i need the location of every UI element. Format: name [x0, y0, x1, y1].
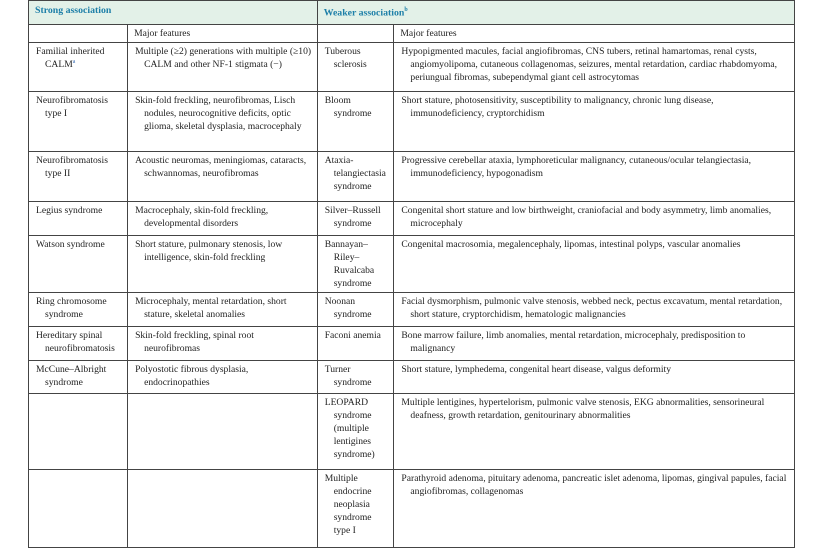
weak-syndrome-features	[394, 394, 795, 470]
strong-syndrome-features-text: Polyostotic fibrous dysplasia, endocrinopathies	[135, 364, 249, 388]
strong-syndrome-features-text: Microcephaly, mental retardation, short stature, skeletal anomalies	[135, 296, 287, 320]
table-row	[29, 394, 795, 470]
weak-syndrome-name	[317, 43, 394, 92]
weak-syndrome-name	[317, 327, 394, 361]
empty-header-cell	[29, 25, 128, 43]
strong-syndrome-name	[29, 43, 128, 92]
strong-syndrome-features	[128, 470, 318, 548]
strong-syndrome-name	[29, 293, 128, 327]
weak-syndrome-features	[394, 43, 795, 92]
strong-association-label: Strong association	[35, 5, 112, 16]
weak-syndrome-name-text: Bannayan–Riley–Ruvalcaba syndrome	[324, 239, 375, 289]
weak-syndrome-name-text: Silver–Russell syndrome	[324, 205, 381, 229]
weak-syndrome-features-text: Short stature, photosensitivity, susceptibility to malignancy, chronic lung disease, immunodeficiency, cryptorchidism	[401, 95, 714, 119]
weak-syndrome-features	[394, 152, 795, 202]
strong-syndrome-name	[29, 92, 128, 152]
footnote-marker: a	[72, 58, 76, 65]
strong-syndrome-name-text: Neurofibromatosis type I	[36, 95, 108, 119]
strong-syndrome-name	[29, 394, 128, 470]
association-table	[28, 0, 795, 548]
strong-syndrome-features-text: Skin-fold freckling, spinal root neurofibromas	[135, 330, 254, 354]
table-row	[29, 327, 795, 361]
strong-syndrome-features-text: Macrocephaly, skin-fold freckling, developmental disorders	[135, 205, 269, 229]
weak-syndrome-features	[394, 92, 795, 152]
group-header-row	[29, 1, 795, 25]
major-features-header-right: Major features	[394, 25, 795, 43]
footnote-marker: b	[404, 7, 408, 13]
weak-syndrome-features	[394, 202, 795, 236]
table-row	[29, 361, 795, 394]
strong-syndrome-features-text: Multiple (≥2) generations with multiple (≥10) CALM and other NF-1 stigmata (−)	[135, 46, 312, 70]
weak-syndrome-features-text: Parathyroid adenoma, pituitary adenoma, pancreatic islet adenoma, lipomas, gingival papules, facial angiofibromas, collagenomas	[401, 473, 787, 497]
weak-syndrome-features-text: Short stature, lymphedema, congenital heart disease, valgus deformity	[401, 364, 672, 375]
weak-syndrome-features	[394, 327, 795, 361]
strong-syndrome-features	[128, 92, 318, 152]
weak-syndrome-name	[317, 361, 394, 394]
strong-syndrome-features	[128, 202, 318, 236]
weak-syndrome-name-text: Faconi anemia	[324, 330, 381, 341]
weaker-association-header	[317, 1, 794, 25]
table-row	[29, 202, 795, 236]
weak-syndrome-name-text: Noonan syndrome	[324, 296, 372, 320]
table-row	[29, 293, 795, 327]
table-row	[29, 236, 795, 293]
weak-syndrome-name	[317, 394, 394, 470]
strong-syndrome-name	[29, 327, 128, 361]
strong-syndrome-name-text: Familial inherited CALM$^a$	[36, 46, 105, 70]
strong-syndrome-features	[128, 152, 318, 202]
weak-syndrome-features-text: Congenital short stature and low birthweight, craniofacial and body asymmetry, limb anomalies, microcephaly	[401, 205, 772, 229]
weak-syndrome-name-text: Tuberous sclerosis	[324, 46, 367, 70]
weak-syndrome-name-text: Multiple endocrine neoplasia syndrome type I	[324, 473, 372, 536]
weak-syndrome-features	[394, 470, 795, 548]
strong-association-header	[29, 1, 318, 25]
strong-syndrome-features	[128, 43, 318, 92]
weak-syndrome-name	[317, 92, 394, 152]
weak-syndrome-name	[317, 152, 394, 202]
weak-syndrome-name	[317, 470, 394, 548]
weak-syndrome-name-text: Bloom syndrome	[324, 95, 372, 119]
table-row	[29, 470, 795, 548]
major-features-header-left: Major features	[128, 25, 318, 43]
weak-syndrome-name-text: LEOPARD syndrome (multiple lentigines syndrome)	[324, 397, 375, 460]
weak-syndrome-features-text: Congenital macrosomia, megalencephaly, lipomas, intestinal polyps, vascular anomalies	[401, 239, 741, 250]
strong-syndrome-name	[29, 202, 128, 236]
strong-syndrome-features	[128, 394, 318, 470]
strong-syndrome-features-text: Skin-fold freckling, neurofibromas, Lisch nodules, neurocognitive deficits, optic glioma, skeletal dysplasia, macrocephaly	[135, 95, 302, 132]
weak-syndrome-name	[317, 236, 394, 293]
strong-syndrome-features	[128, 327, 318, 361]
strong-syndrome-features	[128, 293, 318, 327]
strong-syndrome-features	[128, 236, 318, 293]
table-row	[29, 92, 795, 152]
strong-syndrome-name-text: Neurofibromatosis type II	[36, 155, 108, 179]
strong-syndrome-features	[128, 361, 318, 394]
sub-header-row	[29, 25, 795, 43]
weak-syndrome-name	[317, 293, 394, 327]
weak-syndrome-features-text: Hypopigmented macules, facial angiofibromas, CNS tubers, retinal hamartomas, renal cysts, angiomyolipoma, cutaneous collagenomas, seizures, mental retardation, cardiac rhabdomyoma, periungual fibromas, subependymal giant cell astrocytomas	[401, 46, 777, 83]
weak-syndrome-features-text: Multiple lentigines, hypertelorism, pulmonic valve stenosis, EKG abnormalities, sensorineural deafness, growth retardation, genitourinary abnormalities	[401, 397, 765, 421]
strong-syndrome-name-text: Legius syndrome	[36, 205, 103, 216]
weak-syndrome-name-text: Ataxia-telangiectasia syndrome	[324, 155, 386, 192]
weaker-association-label: Weaker association	[323, 7, 405, 19]
strong-syndrome-name	[29, 361, 128, 394]
strong-syndrome-name	[29, 152, 128, 202]
empty-header-cell	[317, 25, 394, 43]
strong-syndrome-name-text: Ring chromosome syndrome	[36, 296, 107, 320]
weak-syndrome-features	[394, 293, 795, 327]
weak-syndrome-name-text: Turner syndrome	[324, 364, 372, 388]
weak-syndrome-features-text: Facial dysmorphism, pulmonic valve stenosis, webbed neck, pectus excavatum, mental retardation, short stature, cryptorchidism, hematologic malignancies	[401, 296, 783, 320]
strong-syndrome-features-text: Acoustic neuromas, meningiomas, cataracts, schwannomas, neurofibromas	[135, 155, 307, 179]
weak-syndrome-name	[317, 202, 394, 236]
strong-syndrome-name-text: McCune–Albright syndrome	[36, 364, 107, 388]
weak-syndrome-features	[394, 361, 795, 394]
weak-syndrome-features-text: Bone marrow failure, limb anomalies, mental retardation, microcephaly, predisposition to malignancy	[401, 330, 746, 354]
weak-syndrome-features-text: Progressive cerebellar ataxia, lymphoreticular malignancy, cutaneous/ocular telangiectasia, immunodeficiency, hypogonadism	[401, 155, 752, 179]
strong-syndrome-name	[29, 236, 128, 293]
weak-syndrome-features	[394, 236, 795, 293]
table-row	[29, 43, 795, 92]
strong-syndrome-name-text: Watson syndrome	[36, 239, 105, 250]
table-row	[29, 152, 795, 202]
strong-syndrome-name	[29, 470, 128, 548]
strong-syndrome-features-text: Short stature, pulmonary stenosis, low intelligence, skin-fold freckling	[135, 239, 283, 263]
strong-syndrome-name-text: Hereditary spinal neurofibromatosis	[36, 330, 115, 354]
